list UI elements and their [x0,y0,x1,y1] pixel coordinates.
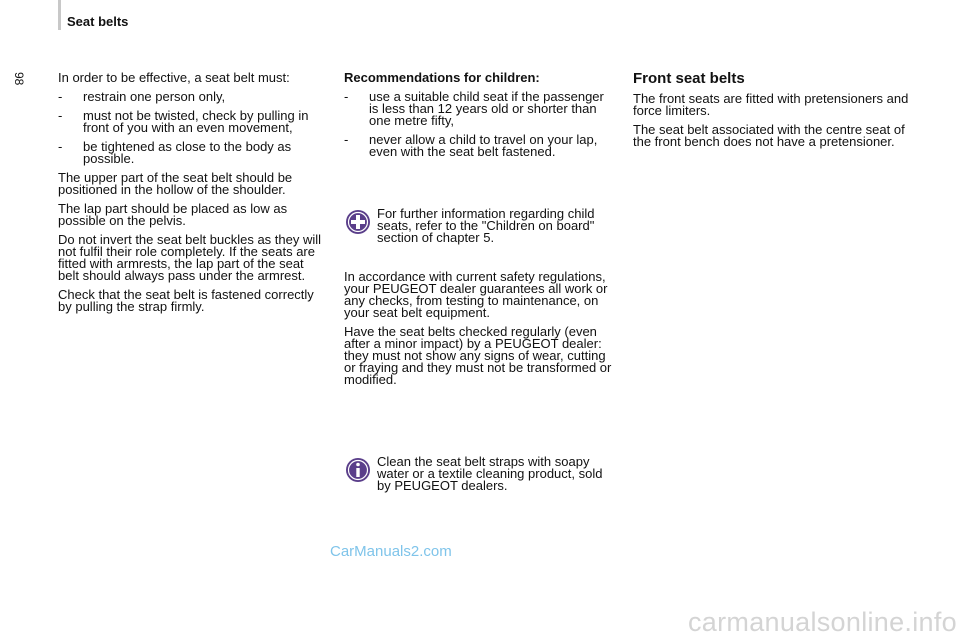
middle-column [344,72,614,165]
info-icon [344,456,372,484]
watermark-carmanuals2: CarManuals2.com [330,543,452,560]
plus-icon [344,208,372,236]
paragraph: The seat belt associated with the centre seat of the front bench does not have a pretensioner. [633,122,905,149]
info-note-text: For further information regarding child seats, refer to the "Children on board" section of chapter 5. [377,206,595,245]
paragraph: In accordance with current safety regulations, your PEUGEOT dealer guarantees all work or any checks, from testing to maintenance, on your seat belt equipment. [344,269,608,320]
paragraph: Check that the seat belt is fastened correctly by pulling the strap firmly. [58,287,314,314]
list-item: - restrain one person only, [58,89,226,104]
list-item: - never allow a child to travel on your lap, even with the seat belt fastened. [344,132,598,159]
children-heading: Recommendations for children: [344,70,540,85]
tip-note-text: Clean the seat belt straps with soapy water or a textile cleaning product, sold by PEUGEOT dealers. [377,454,603,493]
list-item: - be tightened as close to the body as possible. [58,139,292,166]
paragraph: The lap part should be placed as low as possible on the pelvis. [58,201,288,228]
header-accent-bar [58,0,61,30]
watermark-carmanualsonline: carmanualsonline.info [688,607,957,637]
list-item: - must not be twisted, check by pulling in front of you with an even movement, [58,108,309,135]
paragraph: Have the seat belts checked regularly (even after a minor impact) by a PEUGEOT dealer: they must not show any signs of wear, cutting or fraying and they must not be transformed or modified. [344,324,612,387]
paragraph: The front seats are fitted with pretensioners and force limiters. [633,91,909,118]
list-item: - use a suitable child seat if the passenger is less than 12 years old or shorter than one metre fifty, [344,89,604,128]
paragraph: Do not invert the seat belt buckles as they will not fulfil their role completely. If the seats are fitted with armrests, the lap part of the seat belt should always pass under the armrest. [58,232,322,283]
right-column [633,72,913,155]
page-title: Seat belts [67,14,129,29]
paragraph: The upper part of the seat belt should be positioned in the hollow of the shoulder. [58,170,293,197]
intro-text: In order to be effective, a seat belt must: [58,70,290,85]
maintenance-text [344,271,614,393]
page-number: 98 [12,72,26,86]
left-column [58,72,328,320]
front-seat-belts-heading: Front seat belts [633,70,745,87]
